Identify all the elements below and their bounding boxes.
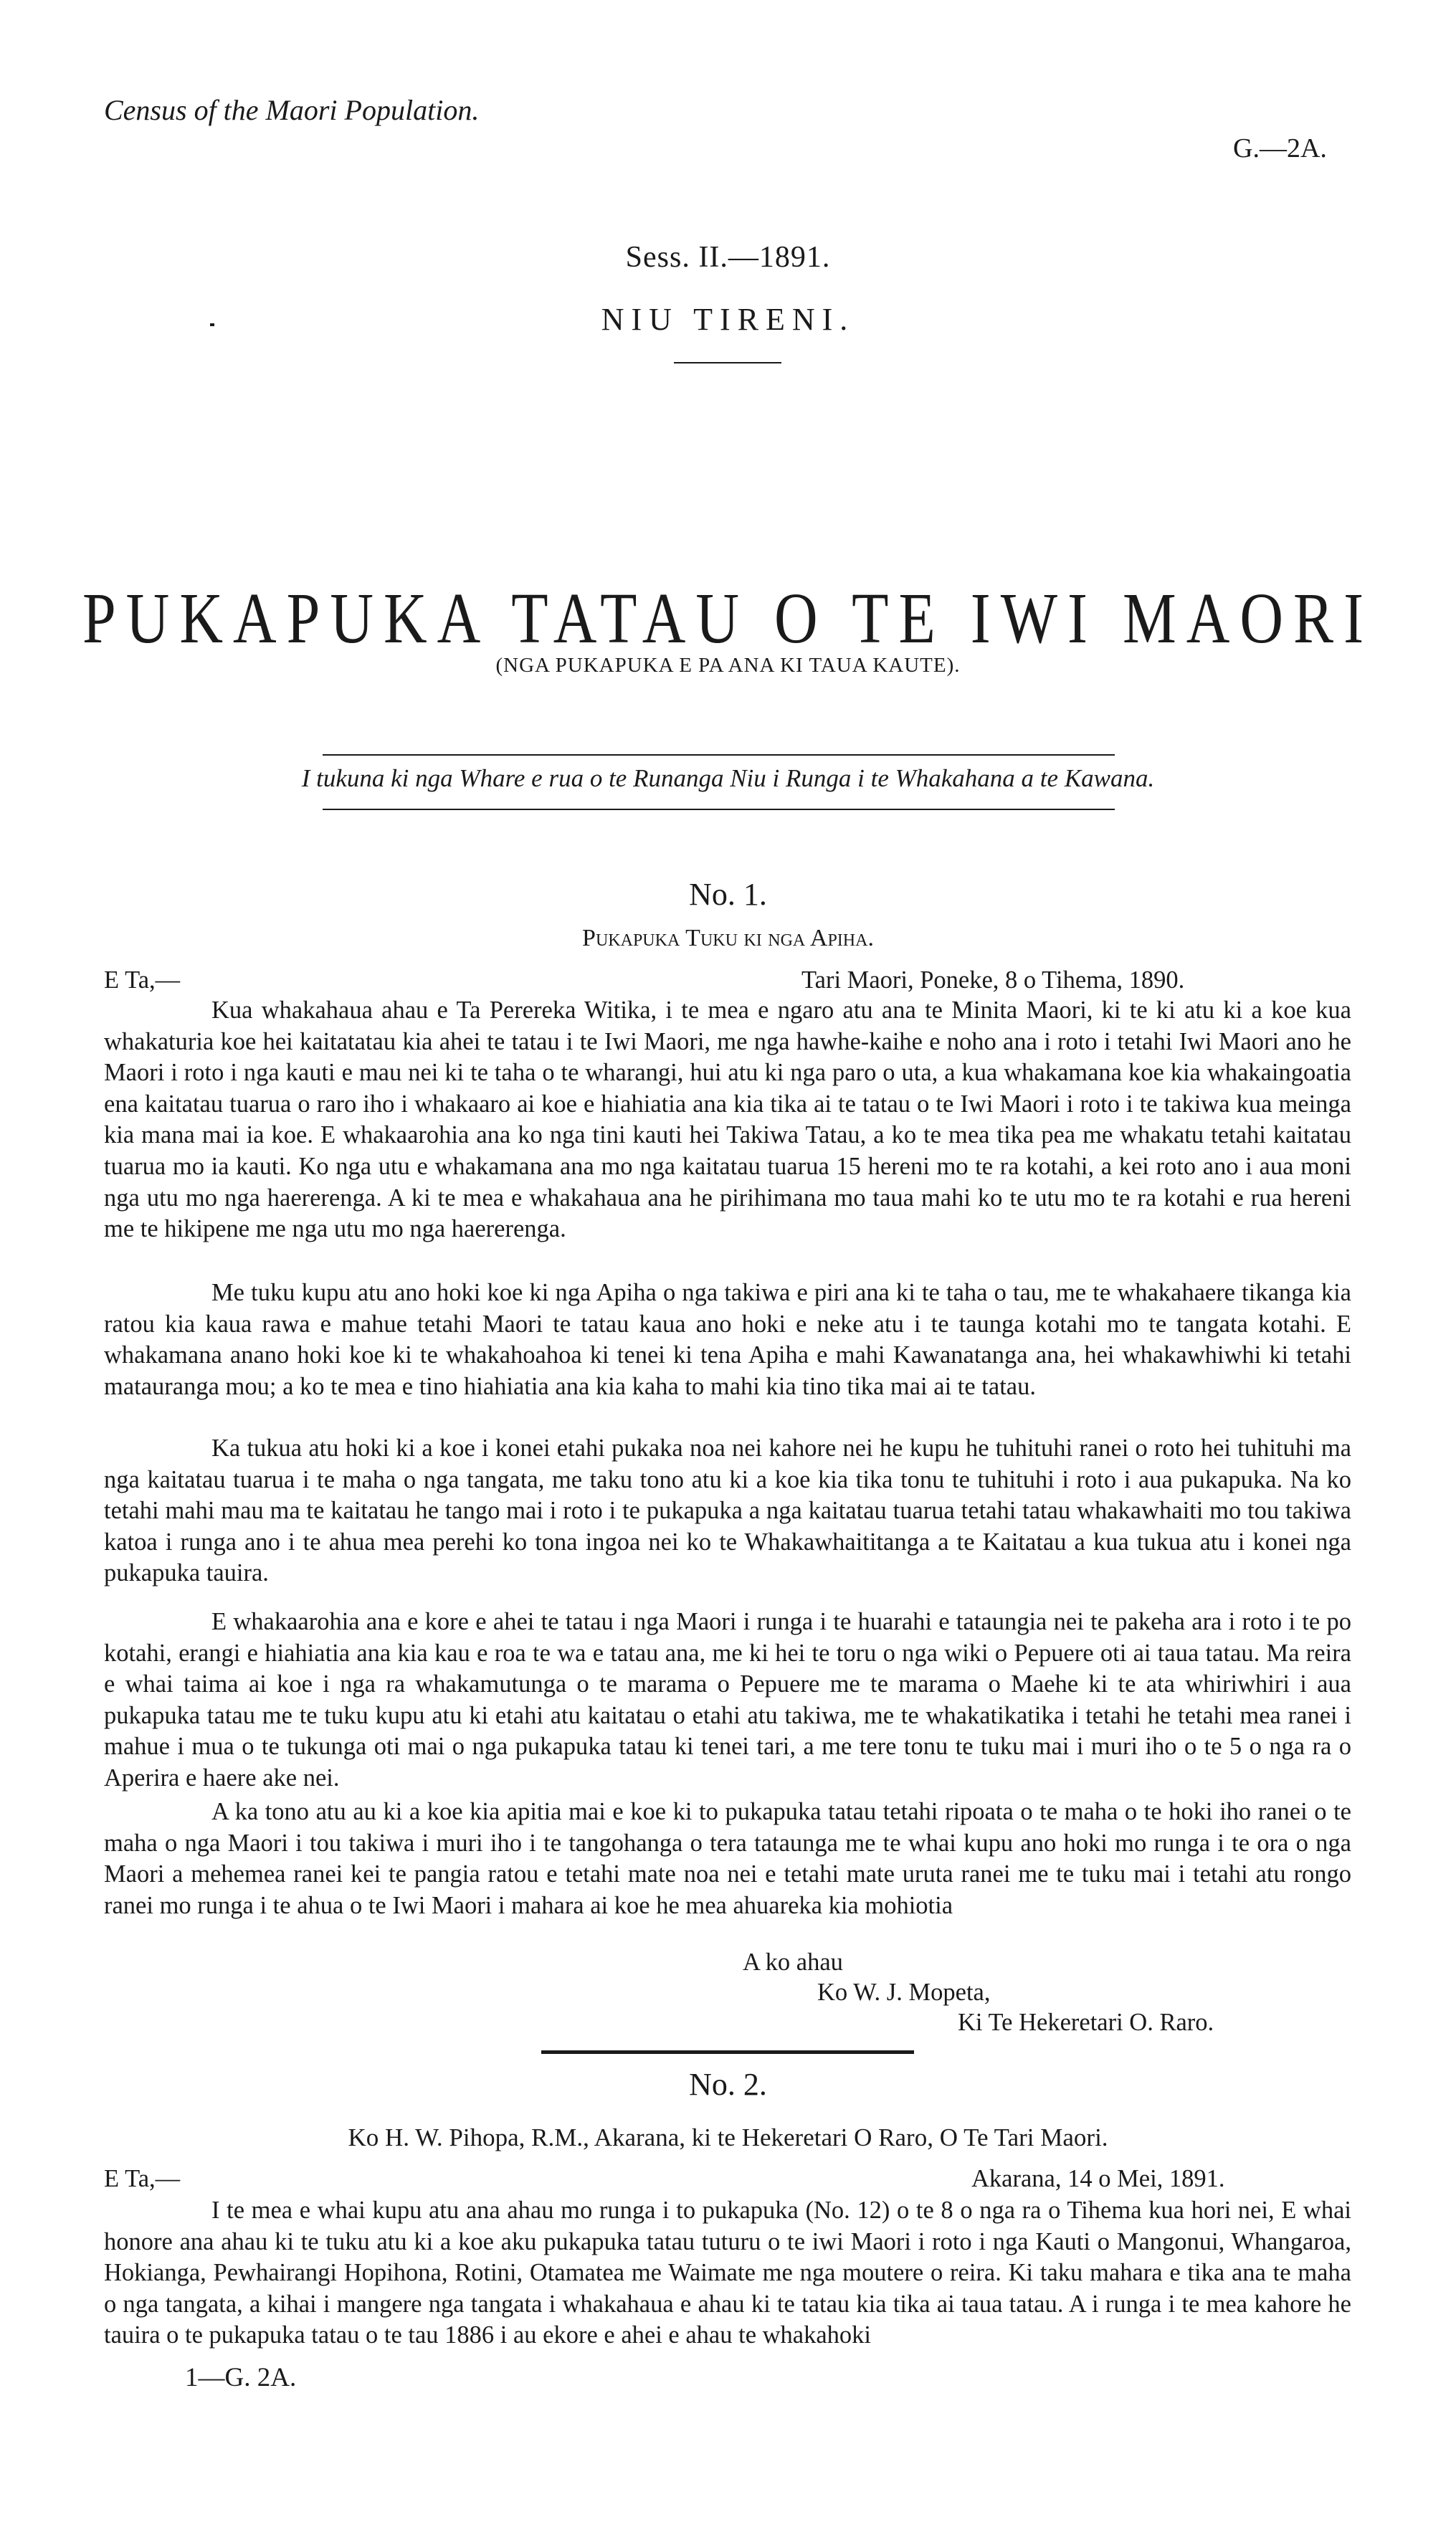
presented-rule-top bbox=[323, 754, 1115, 756]
session-line: Sess. II.—1891. bbox=[625, 241, 831, 274]
letter-1-heading: Pukapuka Tuku ki nga Apiha. bbox=[582, 925, 874, 951]
country-line: NIU TIRENI. bbox=[601, 302, 855, 337]
running-title: Census of the Maori Population. bbox=[104, 94, 480, 126]
letter-1-signatory: Ko W. J. Mopeta, bbox=[817, 1979, 991, 2006]
letter-2-paragraph: I te mea e whai kupu atu ana ahau mo runga i to pukapuka (No. 12) o te 8 o nga ra o Tihema kua hori nei, E whai honore ana ahau ki te tuku atu ki a koe aku pukapuka tatau tuturu o te iwi Maori i roto i nga Kauti o Mangonui, Whangaroa, Hokianga, Pewhairangi Hopihona, Rotini, Otamatea me Waimate me nga moutere o reira. Ki taku mahara e tika ana te maha o nga tangata, a kihai i mangere nga tangata i whakahaua e ahau ki te tatau kia tika ai taua tatau. A i runga i te mea kahore he tauira o te pukapuka tatau o te tau 1886 i au ekore e ahei e ahau te whakahoki bbox=[104, 2197, 1351, 2349]
letter-1-paragraph: Me tuku kupu atu ano hoki koe ki nga Apiha o nga takiwa e piri ana ki te taha o tau, me te whakahaere tikanga kia ratou kia kaua rawa e mahue tetahi Maori te tatau kaua ano hoki e neke atu i te taunga kotahi mo te tangata kotahi. E whakamana anano hoki koe ki te whakahoahoa ki tenei ki tena Apiha e mahi Kawanatanga ana, hei whakawhiwhi ki tetahi matauranga mou; a ko te mea e tino hiahiatia ana kia kaha to mahi kia tino tika mai ai te tatau. bbox=[104, 1279, 1351, 1400]
letter-2-address: Akarana, 14 o Mei, 1891. bbox=[971, 2165, 1225, 2192]
letter-1-paragraph: Kua whakahaua ahau e Ta Perereka Witika, i te mea e ngaro atu ana te Minita Maori, ki te ki atu ki a koe kua whakaturia koe hei kaitatatau kia ahei te tatau i te Iwi Maori, me nga hawhe-kaihe e noho ana i roto i tetahi Iwi Maori ano he Maori i roto i nga kauti e mau nei ki te taha o te wharangi, hui atu ki nga paro o uta, a kua whakamana koe kia whakaingoatia ena kaitatau tuarua o raro iho i whakaaro ai koe e hiahiatia ana kia tika ai te tatau o te Iwi Maori i roto i te takiwa kua meinga kia mana mai ia koe. E whakaarohia ana ko nga tini kauti hei Takiwa Tatau, a ko te mea tika pea me whakatu tetahi kaitatau tuarua mo ia kauti. Ko nga utu e whakamana ana mo nga kaitatau tuarua 15 hereni mo te ra kotahi, a kei roto ano i aua moni nga utu mo nga haererenga. A ki te mea e whakahaua ana he pirihimana mo taua mahi ko te utu mo te ra kotahi e rua hereni me te hikipene me nga utu mo nga haererenga. bbox=[104, 997, 1351, 1243]
letter-1-closing: A ko ahau bbox=[743, 1949, 843, 1976]
presented-rule-bottom bbox=[323, 809, 1115, 810]
letter-1-paragraph: E whakaarohia ana e kore e ahei te tatau i nga Maori i runga i te huarahi e tataungia nei te pakeha ara i roto i te po kotahi, erangi e hiahiatia ana kia kau e roa te wa e tatau ana, me ki hei te toru o nga wiki o Pepuere oti ai taua tatau. Ma reira e whai taima ai koe i nga ra whakamutunga o te marama o Pepuere me te marama o Maehe ki te ata whiriwhiri i aua pukapuka tatau me te tuku kupu atu ki etahi atu kaitatau o etahi atu takiwa, me te whakatikatika i tetahi he tetahi mea ranei i mahue i mua o te tukunga oti mai o nga pukapuka tatau ki tenei tari, a me tere tonu te tuku mai i muri iho o te 5 o nga ra o Aperira e haere ake nei. bbox=[104, 1608, 1351, 1792]
page-signature-mark: 1—G. 2A. bbox=[185, 2363, 297, 2392]
letter-1-signatory-title: Ki Te Hekeretari O. Raro. bbox=[958, 2009, 1214, 2036]
letter-1-paragraph: A ka tono atu au ki a koe kia apitia mai e koe ki to pukapuka tatau tetahi ripoata o te maha o te hoki iho ranei o te maha o nga Maori i tou takiwa i muri iho i te tangohanga o tera tataunga me te whai kupu ano hoki mo runga i te ora o nga Maori a mehemea ranei kei te pangia ratou e tetahi mate noa nei e tetahi mate uruta ranei me te tuku mai i tetahi atu rongo ranei mo runga i te ahua o te Iwi Maori i mahara ai koe he mea ahuareka kia mohiotia bbox=[104, 1798, 1351, 1919]
title-divider bbox=[674, 362, 781, 363]
subtitle: (NGA PUKAPUKA E PA ANA KI TAUA KAUTE). bbox=[495, 654, 961, 677]
section-divider bbox=[541, 2050, 914, 2054]
document-reference: G.—2A. bbox=[1233, 133, 1327, 163]
letter-2-number: No. 2. bbox=[689, 2067, 767, 2102]
letter-1-paragraph: Ka tukua atu hoki ki a koe i konei etahi pukaka noa nei kahore nei he kupu he tuhituhi ranei o roto hei tuhituhi ma nga kaitatau tuarua i te maha o nga tangata, me taku tono atu ki a koe kia tika tonu te tuhituhi i roto i aua pukapuka. Na ko tetahi mahi mau ma te kaitatau he tango mai i roto i te pukapuka a nga kaitatau tuarua tetahi tatau whakawhaiti mo tou takiwa katoa i runga ano i te ahua mea perehi ko tona ingoa nei ko te Whakawhaititanga a te Kaitatau a kua tukua atu i konei nga pukapuka tauira. bbox=[104, 1435, 1351, 1587]
letter-2-salutation: E Ta,— bbox=[104, 2165, 181, 2192]
letter-1-number: No. 1. bbox=[689, 877, 767, 912]
letter-2-heading: Ko H. W. Pihopa, R.M., Akarana, ki te Hekeretari O Raro, O Te Tari Maori. bbox=[348, 2123, 1108, 2151]
main-title: PUKAPUKA TATAU O TE IWI MAORI bbox=[82, 579, 1374, 659]
presented-line: I tukuna ki nga Whare e rua o te Runanga Niu i Runga i te Whakahana a te Kawana. bbox=[301, 764, 1155, 792]
letter-1-salutation: E Ta,— bbox=[104, 966, 181, 994]
letter-1-address: Tari Maori, Poneke, 8 o Tihema, 1890. bbox=[801, 966, 1185, 994]
